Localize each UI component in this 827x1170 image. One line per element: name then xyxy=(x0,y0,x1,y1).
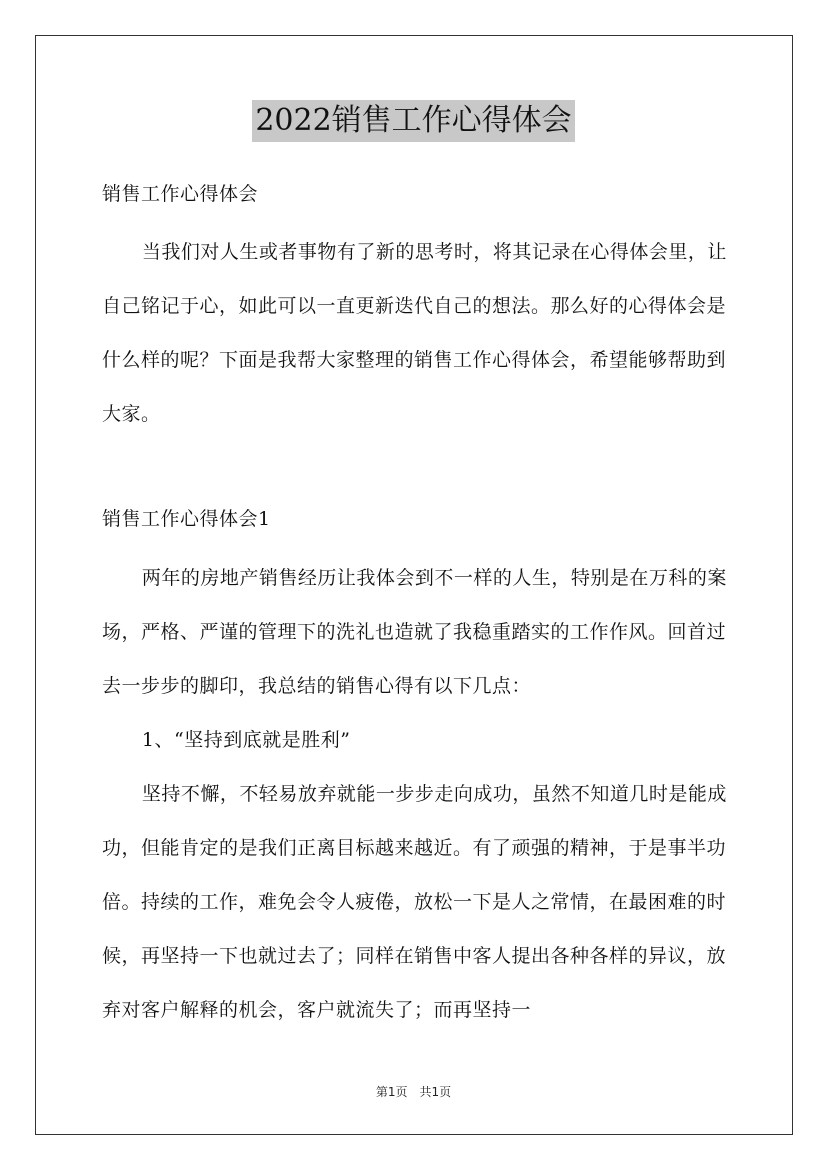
title-container xyxy=(0,100,827,142)
document-title: 2022销售工作心得体会 xyxy=(252,100,574,142)
page-number: 第1页 共1页 xyxy=(375,1085,452,1099)
document-body xyxy=(102,176,730,1037)
section1-paragraph: 两年的房地产销售经历让我体会到不一样的人生，特别是在万科的案场，严格、严谨的管理下的洗礼也造就了我稳重踏实的工作作风。回首过去一步步的脚印，我总结的销售心得有以下几点： xyxy=(102,567,727,697)
intro-heading: 销售工作心得体会 xyxy=(102,183,259,205)
section1-heading: 销售工作心得体会1 xyxy=(102,507,271,530)
point1-heading: 1、“坚持到底就是胜利” xyxy=(141,729,351,751)
point1-paragraph: 坚持不懈，不轻易放弃就能一步步走向成功，虽然不知道几时是能成功，但能肯定的是我们正离目标越来越近。有了顽强的精神，于是事半功倍。持续的工作，难免会令人疲倦，放松一下是人之常情，在最困难的时候，再坚持一下也就过去了；同样在销售中客人提出各种各样的异议，放弃对客户解释的机会，客户就流失了；而再坚持一 xyxy=(102,783,727,1021)
intro-paragraph: 当我们对人生或者事物有了新的思考时，将其记录在心得体会里，让自己铭记于心，如此可以一直更新迭代自己的想法。那么好的心得体会是什么样的呢？下面是我帮大家整理的销售工作心得体会，希望能够帮助到大家。 xyxy=(102,240,727,425)
page-footer xyxy=(0,1083,827,1100)
